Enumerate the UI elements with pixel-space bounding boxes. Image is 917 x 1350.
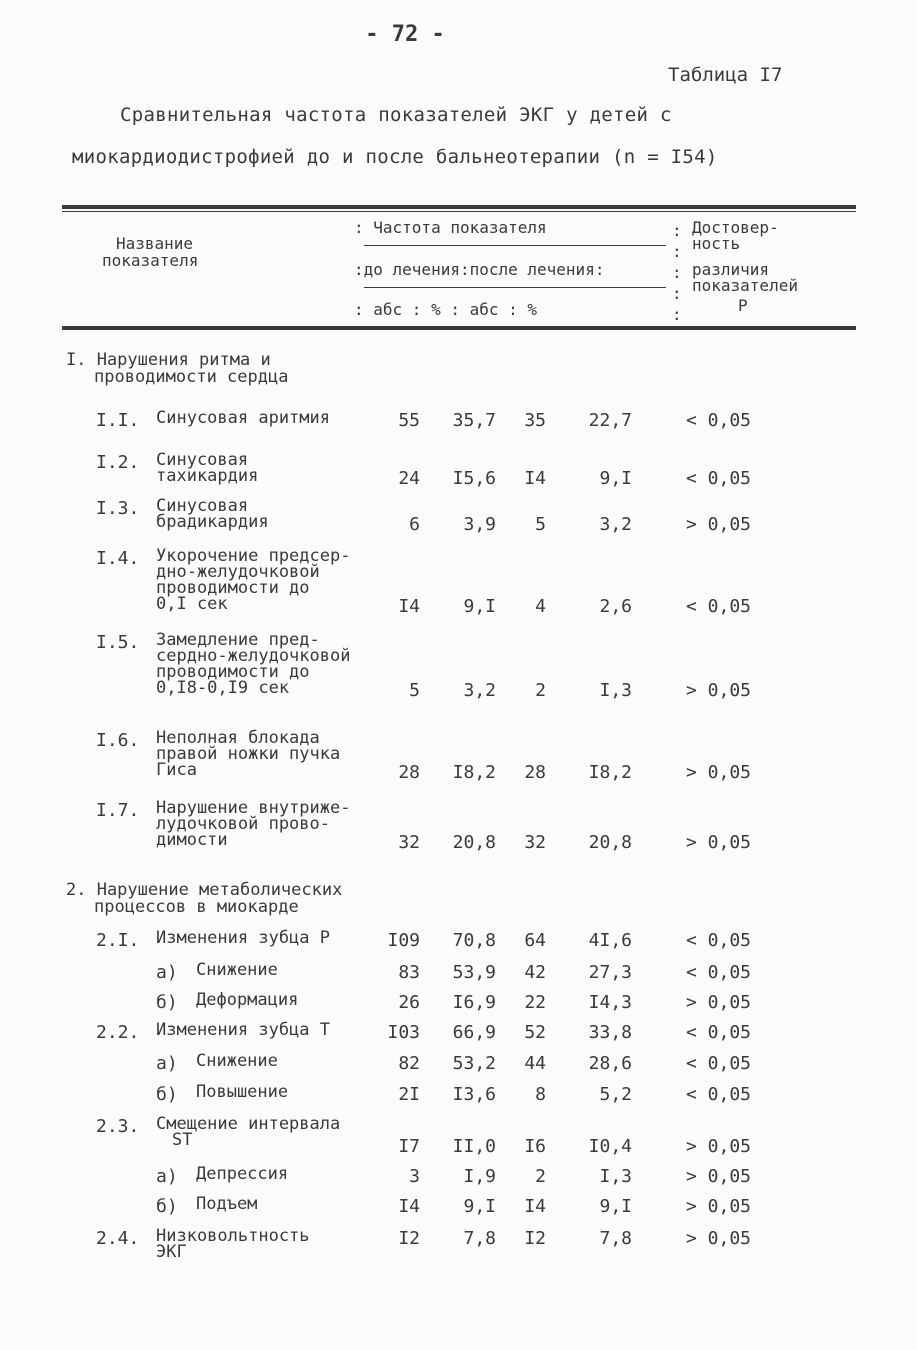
row-number: 2.2. (96, 1022, 140, 1043)
row-number: I.4. (96, 548, 140, 569)
pct-after-cell: 20,8 (588, 832, 632, 853)
header-frequency-divider-2 (364, 287, 666, 288)
row-name-line: брадикардия (156, 512, 269, 532)
header-name-line-1: Название (116, 234, 194, 253)
row-name-line: Деформация (196, 990, 299, 1010)
row-name-line: Изменения зубца P (156, 928, 330, 948)
pct-before-cell: 53,2 (452, 1053, 496, 1074)
row-number: 2.3. (96, 1116, 140, 1137)
p-value-cell: < 0,05 (686, 1084, 752, 1105)
page-number: - 72 - (365, 22, 445, 47)
abs-after-cell: 8 (535, 1084, 546, 1105)
row-number: I.2. (96, 452, 140, 473)
abs-before-cell: 24 (398, 468, 420, 489)
pct-after-cell: 27,3 (588, 962, 632, 983)
row-name-line: Изменения зубца T (156, 1020, 330, 1040)
row-name (196, 1166, 288, 1182)
pct-before-cell: I6,9 (452, 992, 496, 1013)
row-name-line: проводимости до (156, 578, 310, 598)
row-name (156, 548, 350, 612)
row-name (156, 1022, 330, 1038)
row-name-line: Нарушение внутриже- (156, 798, 351, 818)
table-title-line-1: Сравнительная частота показателей ЭКГ у детей с (120, 104, 672, 126)
row-number: I.5. (96, 632, 140, 653)
row-name (156, 930, 330, 946)
p-value-cell: < 0,05 (686, 596, 752, 617)
abs-after-cell: I6 (524, 1136, 546, 1157)
abs-after-cell: 42 (524, 962, 546, 983)
abs-after-cell: I2 (524, 1228, 546, 1249)
row-name (196, 1084, 288, 1100)
row-number: б) (156, 1196, 178, 1217)
pct-before-cell: 3,2 (463, 680, 496, 701)
header-p-line-3: различия (692, 260, 770, 279)
pct-after-cell: 7,8 (599, 1228, 632, 1249)
pct-before-cell: I3,6 (452, 1084, 496, 1105)
header-top-rule-thin (62, 211, 856, 212)
pct-after-cell: 9,I (599, 1196, 632, 1217)
row-number: а) (156, 1053, 178, 1074)
p-value-cell: > 0,05 (686, 1166, 752, 1187)
row-name-line: Снижение (196, 960, 278, 980)
abs-before-cell: I2 (398, 1228, 420, 1249)
table-title-line-2: миокардиодистрофией до и после бальнеотерапии (n = I54) (72, 146, 718, 168)
abs-after-cell: 2 (535, 680, 546, 701)
header-frequency: : Частота показателя (354, 218, 547, 237)
row-name-line: Подъем (196, 1194, 258, 1214)
pct-after-cell: 2,6 (599, 596, 632, 617)
row-number: 2.I. (96, 930, 140, 951)
row-number: I.6. (96, 730, 140, 751)
table-label: Таблица I7 (668, 64, 783, 86)
row-name-line: ЭКГ (156, 1242, 187, 1262)
section-heading-line: проводимости сердца (94, 367, 289, 387)
row-name-line: сердно-желудочковой (156, 646, 351, 666)
p-value-cell: > 0,05 (686, 1196, 752, 1217)
row-name (156, 730, 340, 778)
row-number: а) (156, 962, 178, 983)
row-name (196, 962, 278, 978)
abs-before-cell: 32 (398, 832, 420, 853)
pct-before-cell: I5,6 (452, 468, 496, 489)
abs-after-cell: 64 (524, 930, 546, 951)
row-name-line: дно-желудочковой (156, 562, 320, 582)
p-value-cell: < 0,05 (686, 1022, 752, 1043)
pct-before-cell: I8,2 (452, 762, 496, 783)
row-number: б) (156, 1084, 178, 1105)
pct-before-cell: 9,I (463, 596, 496, 617)
row-name (196, 1196, 257, 1212)
abs-after-cell: 35 (524, 410, 546, 431)
row-number: I.7. (96, 800, 140, 821)
p-value-cell: > 0,05 (686, 514, 752, 535)
abs-after-cell: I4 (524, 468, 546, 489)
abs-before-cell: 6 (409, 514, 420, 535)
header-frequency-split: :до лечения:после лечения: (354, 260, 605, 279)
row-name-line: тахикардия (156, 466, 259, 486)
row-name-line: Повышение (196, 1082, 289, 1102)
header-top-rule (62, 205, 856, 209)
row-name (156, 410, 330, 426)
abs-before-cell: 83 (398, 962, 420, 983)
pct-after-cell: I,3 (599, 680, 632, 701)
abs-before-cell: 82 (398, 1053, 420, 1074)
row-name-line: Неполная блокада (156, 728, 320, 748)
abs-after-cell: 28 (524, 762, 546, 783)
abs-after-cell: 32 (524, 832, 546, 853)
abs-before-cell: I7 (398, 1136, 420, 1157)
header-p-colons: : : : : : (672, 221, 682, 324)
row-number: а) (156, 1166, 178, 1187)
header-frequency-sub: : абс : % : абс : % (354, 300, 538, 319)
row-name (156, 1228, 310, 1260)
abs-before-cell: 5 (409, 680, 420, 701)
row-name-line: Депрессия (196, 1164, 289, 1184)
row-name (156, 1116, 340, 1148)
pct-before-cell: 9,I (463, 1196, 496, 1217)
abs-after-cell: 4 (535, 596, 546, 617)
p-value-cell: > 0,05 (686, 762, 752, 783)
abs-before-cell: I03 (387, 1022, 420, 1043)
header-bottom-rule (62, 326, 856, 330)
pct-before-cell: 70,8 (452, 930, 496, 951)
row-name (156, 800, 350, 848)
section-heading-line: процессов в миокарде (94, 897, 299, 917)
row-name-line: димости (156, 830, 228, 850)
pct-after-cell: 22,7 (588, 410, 632, 431)
section-heading-line: 2. Нарушение метаболических (66, 880, 343, 900)
row-number: 2.4. (96, 1228, 140, 1249)
row-name (156, 632, 350, 696)
abs-before-cell: I09 (387, 930, 420, 951)
p-value-cell: < 0,05 (686, 410, 752, 431)
row-name-line: Низковольтность (156, 1226, 310, 1246)
abs-after-cell: 2 (535, 1166, 546, 1187)
p-value-cell: < 0,05 (686, 468, 752, 489)
row-name (196, 992, 298, 1008)
abs-after-cell: 22 (524, 992, 546, 1013)
p-value-cell: < 0,05 (686, 962, 752, 983)
p-value-cell: > 0,05 (686, 832, 752, 853)
abs-before-cell: I4 (398, 596, 420, 617)
pct-after-cell: 5,2 (599, 1084, 632, 1105)
abs-before-cell: 3 (409, 1166, 420, 1187)
pct-after-cell: 3,2 (599, 514, 632, 535)
row-name-line: Синусовая (156, 496, 249, 516)
p-value-cell: < 0,05 (686, 1053, 752, 1074)
pct-before-cell: 35,7 (452, 410, 496, 431)
abs-before-cell: 26 (398, 992, 420, 1013)
pct-before-cell: II,0 (452, 1136, 496, 1157)
row-name-line: Замедление пред- (156, 630, 320, 650)
row-name-line: Смещение интервала (156, 1114, 341, 1134)
row-name-line: Синусовая аритмия (156, 408, 330, 428)
abs-after-cell: 44 (524, 1053, 546, 1074)
p-value-cell: > 0,05 (686, 992, 752, 1013)
row-name-line: 0,I сек (156, 594, 228, 614)
row-number: I.I. (96, 410, 140, 431)
p-value-cell: > 0,05 (686, 1228, 752, 1249)
abs-before-cell: 2I (398, 1084, 420, 1105)
header-p-line-2: ность (692, 234, 741, 253)
pct-after-cell: I0,4 (588, 1136, 632, 1157)
row-name-line: Укорочение предсер- (156, 546, 351, 566)
row-name (156, 452, 258, 484)
pct-after-cell: I,3 (599, 1166, 632, 1187)
section-heading-line: I. Нарушения ритма и (66, 350, 271, 370)
abs-before-cell: I4 (398, 1196, 420, 1217)
pct-before-cell: 3,9 (463, 514, 496, 535)
row-name-line: ST (172, 1130, 193, 1150)
row-name-line: 0,I8-0,I9 сек (156, 678, 290, 698)
row-name-line: лудочковой прово- (156, 814, 330, 834)
row-name-line: Гиса (156, 760, 197, 780)
p-value-cell: > 0,05 (686, 680, 752, 701)
pct-after-cell: 9,I (599, 468, 632, 489)
abs-before-cell: 28 (398, 762, 420, 783)
header-name-line-2: показателя (102, 251, 199, 270)
header-p-line-4: показателей (692, 276, 798, 295)
row-name-line: Синусовая (156, 450, 249, 470)
abs-after-cell: I4 (524, 1196, 546, 1217)
pct-after-cell: 33,8 (588, 1022, 632, 1043)
section-heading (66, 882, 342, 916)
pct-before-cell: 7,8 (463, 1228, 496, 1249)
pct-before-cell: I,9 (463, 1166, 496, 1187)
row-name-line: Снижение (196, 1051, 278, 1071)
pct-after-cell: I8,2 (588, 762, 632, 783)
header-frequency-divider-1 (364, 245, 666, 246)
pct-before-cell: 20,8 (452, 832, 496, 853)
row-number: б) (156, 992, 178, 1013)
p-value-cell: > 0,05 (686, 1136, 752, 1157)
header-p-symbol: P (738, 296, 748, 315)
row-name-line: проводимости до (156, 662, 310, 682)
row-name-line: правой ножки пучка (156, 744, 341, 764)
pct-before-cell: 53,9 (452, 962, 496, 983)
pct-after-cell: 4I,6 (588, 930, 632, 951)
row-number: I.3. (96, 498, 140, 519)
p-value-cell: < 0,05 (686, 930, 752, 951)
pct-before-cell: 66,9 (452, 1022, 496, 1043)
abs-after-cell: 5 (535, 514, 546, 535)
pct-after-cell: I4,3 (588, 992, 632, 1013)
header-p-line-1: Достовер- (692, 218, 779, 237)
row-name (196, 1053, 278, 1069)
abs-after-cell: 52 (524, 1022, 546, 1043)
abs-before-cell: 55 (398, 410, 420, 431)
pct-after-cell: 28,6 (588, 1053, 632, 1074)
row-name (156, 498, 269, 530)
section-heading (66, 352, 288, 386)
